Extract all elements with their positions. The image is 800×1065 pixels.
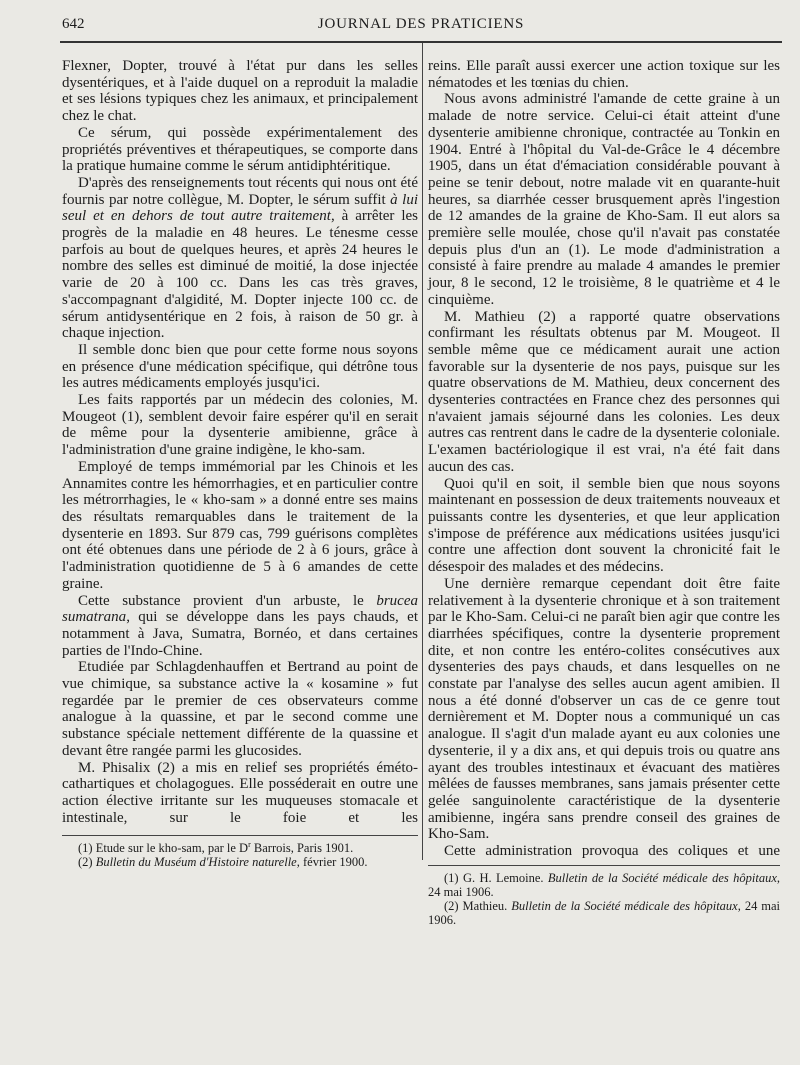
right-footnotes: [428, 865, 780, 927]
footnote-text: Barrois, Paris 1901.: [250, 841, 354, 856]
italic-text: Bulletin de la Société médicale des hôpitaux: [547, 870, 777, 885]
footnote-text: (2): [78, 855, 96, 870]
superscript: r: [248, 840, 251, 850]
footnote: [428, 899, 780, 927]
paragraph: [62, 459, 418, 593]
journal-title: JOURNAL DES PRATICIENS: [317, 16, 525, 32]
italic-text: Bulletin de la Société médicale des hôpitaux: [511, 898, 738, 913]
paragraph-text: Flexner, Dopter, trouvé à l'état pur dans les selles dysentériques, et à l'aide duquel on a reproduit la maladie et ses lésions typiques chez les animaux, et principalement chez le chat.: [62, 58, 418, 125]
left-column-body: [62, 43, 418, 826]
paragraph-text: , qui se développe dans les pays chauds, et notamment à Java, Sumatra, Bornéo, et dans certaines parties de l'Indo-Chine.: [62, 609, 418, 659]
paragraph: [62, 125, 418, 175]
paragraph: [62, 175, 418, 342]
paragraph-text: Une dernière remarque cependant doit être faite relativement à la dysenterie chronique et à son traitement par le Kho-Sam. Celui-ci ne paraît bien agir que contre les diarrhées spécifiques, contre la dysenterie proprement dite, et non contre les entéro-colites consécutives aux dysenteries des pays chauds, et dans lesquelles on ne constate par l'analyse des selles aucun agent amibien. Il nous a été donné d'observer un cas de ce genre tout dernièrement et M. Dopter nous a communiqué un cas analogue. Il s'agit d'un malade ayant eu aux colonies une dysenterie, il y a dix ans, et qui depuis trois ou quatre ans ayant des troubles intestinaux et évacuant des matières mêlées de fausses membranes, sans jamais présenter cette gelée sanguinolente caractéristique de la dysenterie amibienne, ingéra sans prendre conseil des graines de Kho-Sam.: [428, 575, 780, 843]
running-header: [62, 14, 780, 38]
paragraph-text: M. Phisalix (2) a mis en relief ses propriétés éméto-cathartiques et cholagogues. Elle posséderait en outre une action élective irritante sur les muqueuses stomacale et intestinale, sur le foie et les: [62, 759, 418, 826]
paragraph-text: Cette substance provient d'un arbuste, le: [78, 592, 377, 609]
paragraph-text: M. Mathieu (2) a rapporté quatre observations confirmant les résultats obtenus par M. Mougeot. Il semble même que ce médicament aurait une action favorable sur la dysenterie de nos pays, puisque sur les quatre observations de M. Mathieu, deux concernent des dysenteries contractées en France chez des personnes qui n'avaient jamais séjourné dans les colonies. Les deux autres cas rentrent dans le cadre de la dysenterie coloniale. L'examen bactériologique il est vrai, n'a été fait dans aucun des cas.: [428, 308, 780, 475]
paragraph-text: Etudiée par Schlagdenhauffen et Bertrand au point de vue chimique, sa substance active la « kosamine » fut regardée par le premier de ces observateurs comme analogue à la quassine, et par le second comme une substance spéciale nettement différente de la quassine et devant être rangée parmi les glucosides.: [62, 659, 418, 759]
paragraph-text: , à arrêter les progrès de la maladie en 48 heures. Le ténesme cesse parfois au bout de quelques heures, et après 24 heures le nombre des selles est diminué de moitié, la dose injectée varie de 20 à 100 cc. Dans les cas très graves, s'accompagnant d'algidité, M. Dopter injecte 100 cc. de sérum antidysentérique en 2 fois, à raison de 50 gr. à chaque injection.: [62, 208, 419, 342]
left-footnotes: [62, 835, 418, 869]
paragraph: [62, 58, 418, 125]
footnote: [428, 871, 780, 899]
paragraph-text: Les faits rapportés par un médecin des colonies, M. Mougeot (1), semblent devoir faire espérer qu'il en serait de même pour la dysenterie amibienne, grâce à l'administration d'une graine indigène, le kho-sam.: [62, 392, 418, 459]
italic-text: Bulletin du Muséum d'Histoire naturelle: [95, 855, 297, 870]
paragraph-text: D'après des renseignements tout récents qui nous ont été fournis par notre collègue, M. Dopter, le sérum suffit: [62, 174, 418, 208]
footnote: [62, 841, 418, 855]
right-column: [422, 43, 780, 927]
italic-text: brucea sumatrana: [62, 592, 418, 626]
footnote-text: (1) G. H. Lemoine.: [444, 870, 548, 885]
text-columns: [62, 43, 780, 927]
paragraph-text: Cette administration provoqua des coliques et une: [444, 843, 780, 860]
italic-text: à lui seul et en dehors de tout autre traitement: [62, 191, 418, 225]
paragraph: [62, 342, 418, 392]
paragraph-text: Ce sérum, qui possède expérimentalement des propriétés préventives et thérapeutiques, se comporte dans la pratique humaine comme le sérum antidiphtéritique.: [62, 124, 418, 175]
paragraph: [428, 576, 780, 843]
paragraph: [428, 91, 780, 308]
footnote-text: , 24 mai 1906.: [428, 870, 780, 899]
footnote-text: (2) Mathieu.: [444, 898, 512, 913]
paragraph-text: reins. Elle paraît aussi exercer une action toxique sur les nématodes et les tœnias du chien.: [428, 58, 780, 91]
footnote-text: , 24 mai 1906.: [428, 898, 781, 927]
paragraph: [62, 593, 418, 660]
paragraph-text: Quoi qu'il en soit, il semble bien que nous soyons maintenant en possession de deux traitements nouveaux et puissants contre les dysenteries, et que leur application s'impose de préférence aux médications usitées jusqu'ici contre une affection dont souvent la chronicité fait le désespoir des malades et des médecins.: [428, 475, 780, 576]
paragraph: [428, 843, 780, 860]
paragraph-text: Employé de temps immémorial par les Chinois et les Annamites contre les hémorrhagies, et en particulier contre les métrorrhagies, le « kho-sam » a donné entre ses mains des résultats remarquables dans le traitement de la dysenterie en 1893. Sur 879 cas, 799 guérisons complètes ont été obtenues dans une période de 2 à 6 jours, grâce à l'administration quotidienne de 5 à 6 amandes de cette graine.: [62, 458, 418, 592]
paragraph-text: Il semble donc bien que pour cette forme nous soyons en présence d'une médication spécifique, qui détrône tous les autres médicaments employés jusqu'ici.: [62, 341, 418, 392]
footnote-text: (1) Etude sur le kho-sam, par le D: [78, 841, 249, 856]
paragraph: [62, 659, 418, 759]
paragraph: [428, 309, 780, 476]
footnote-text: , février 1900.: [296, 855, 368, 870]
page-number: 642: [62, 16, 85, 32]
paragraph: [62, 760, 418, 827]
footnote: [62, 855, 418, 869]
paragraph: [428, 476, 780, 576]
left-column: [62, 43, 418, 869]
paragraph: [62, 392, 418, 459]
paragraph: [428, 58, 780, 91]
right-column-body: [422, 43, 780, 860]
paragraph-text: Nous avons administré l'amande de cette graine à un malade de notre service. Celui-ci était atteint d'une dysenterie amibienne chronique, contractée au Tonkin en 1904. Entré à l'hôpital du Val-de-Grâce le 4 décembre 1905, dans un état d'émaciation considérable pouvant à peine se tenir debout, notre malade vit en quarante-huit heures, sa diarrhée cesser brusquement après l'ingestion de 12 amandes de la graine de Kho-Sam. Il eut alors sa première selle moulée, chose qu'il n'avait pas constatée depuis plus d'un an (1). Le mode d'administration a consisté à faire prendre au malade 4 amandes le premier jour, 8 le second, 12 le troisième, 8 le quatrième et 4 le cinquième.: [428, 91, 780, 308]
